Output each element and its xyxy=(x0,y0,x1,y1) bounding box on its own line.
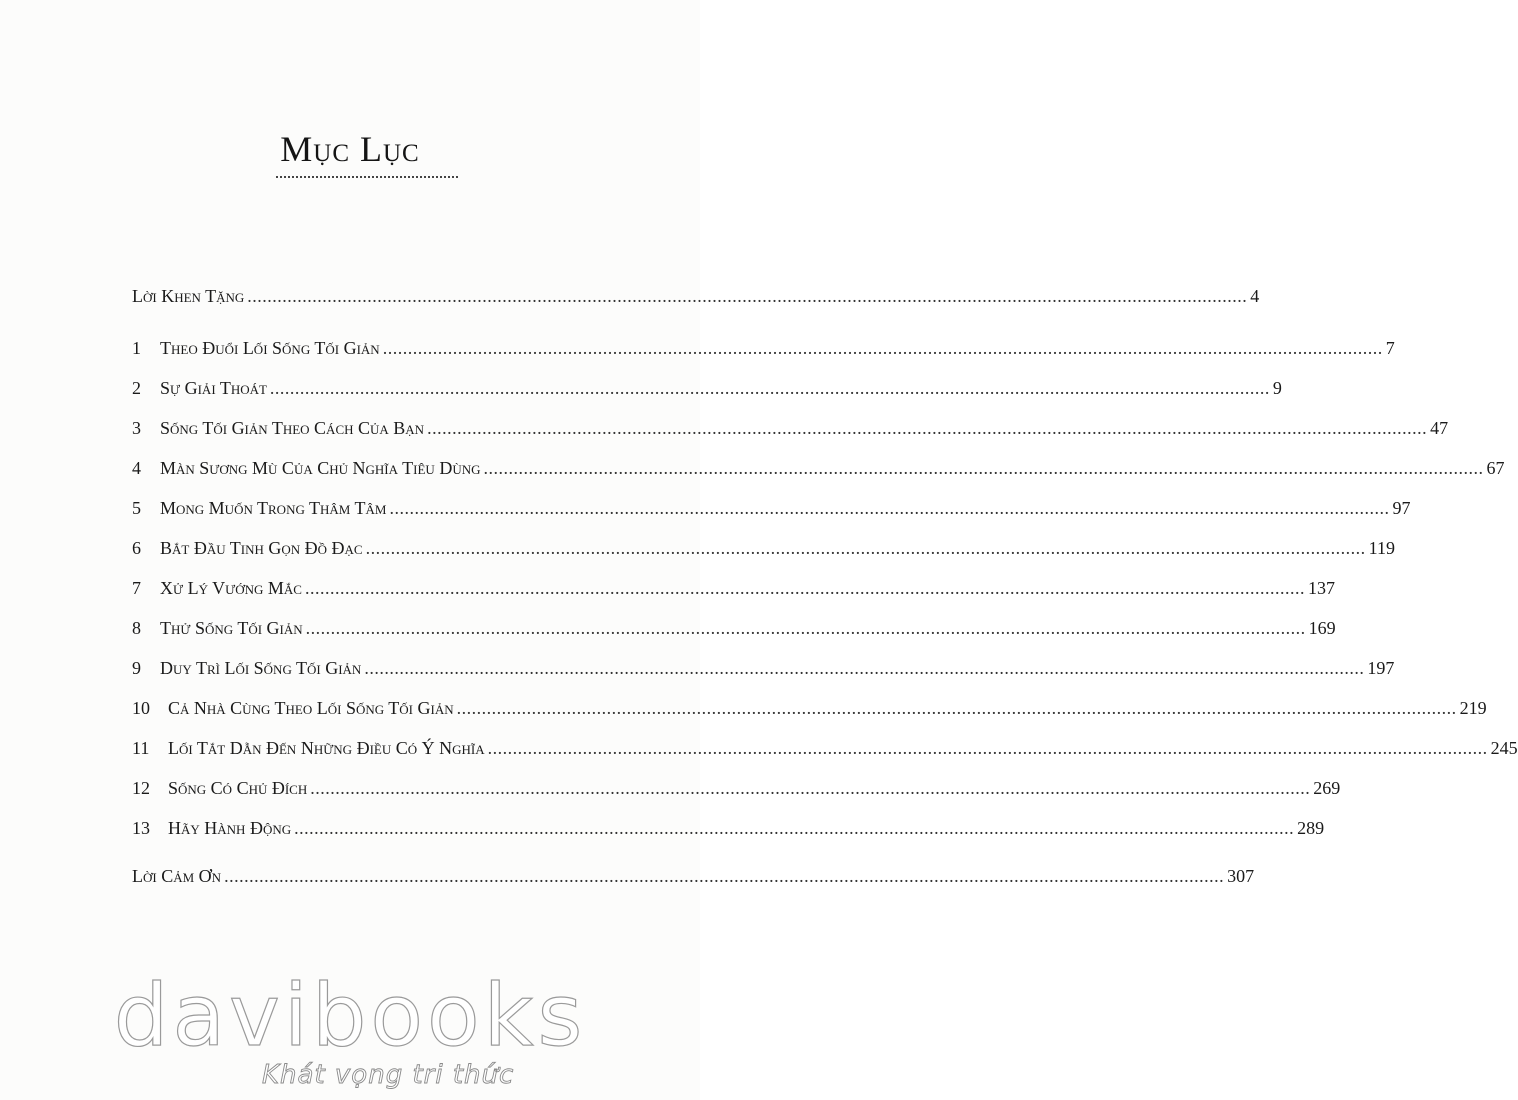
toc-page-number: 137 xyxy=(1307,578,1335,598)
toc-entry xyxy=(132,618,1336,644)
toc-chapter-title: Sự Giải Thoát xyxy=(160,378,267,398)
toc-page-number: 97 xyxy=(1392,498,1411,518)
toc-entry xyxy=(132,458,1505,484)
toc-chapter-number: 11 xyxy=(132,738,150,758)
toc-leader-dots: ........................................................................................................................................................................................................ xyxy=(294,818,1295,838)
toc-leader-dots: ........................................................................................................................................................................................................ xyxy=(427,418,1428,438)
toc-entry xyxy=(132,658,1395,684)
toc-chapter-title: Hãy Hành Động xyxy=(168,818,292,838)
toc-entry xyxy=(132,818,1325,844)
toc-entry xyxy=(132,578,1335,604)
toc-leader-dots: ........................................................................................................................................................................................................ xyxy=(364,658,1365,678)
toc-chapter-number: 12 xyxy=(132,778,150,798)
toc-page-number: 307 xyxy=(1227,866,1255,886)
toc-chapter-title: Lời Cảm Ơn xyxy=(132,866,222,886)
toc-chapter-title: Mong Muốn Trong Thâm Tâm xyxy=(160,498,387,518)
toc-leader-dots: ........................................................................................................................................................................................................ xyxy=(365,538,1366,558)
toc-page-number: 67 xyxy=(1486,458,1505,478)
toc-chapter-title: Theo Đuổi Lối Sống Tối Giản xyxy=(160,338,380,358)
toc-chapter-number: 5 xyxy=(132,498,141,518)
toc-chapter-number: 2 xyxy=(132,378,141,398)
toc-page-number: 169 xyxy=(1308,618,1336,638)
toc-chapter-number: 10 xyxy=(132,698,150,718)
toc-leader-dots: ........................................................................................................................................................................................................ xyxy=(224,866,1225,886)
toc-leader-dots: ........................................................................................................................................................................................................ xyxy=(483,458,1484,478)
toc-chapter-title: Lời Khen Tặng xyxy=(132,286,245,306)
toc-page-number: 4 xyxy=(1250,286,1260,306)
toc-chapter-number: 13 xyxy=(132,818,150,838)
toc-entry xyxy=(132,418,1449,444)
title-dotted-rule xyxy=(276,176,458,178)
toc-leader-dots: ........................................................................................................................................................................................................ xyxy=(269,378,1270,398)
toc-leader-dots: ........................................................................................................................................................................................................ xyxy=(456,698,1457,718)
toc-page-number: 289 xyxy=(1297,818,1325,838)
toc-entry xyxy=(132,538,1395,564)
toc-leader-dots: ........................................................................................................................................................................................................ xyxy=(487,738,1488,758)
toc-page-number: 47 xyxy=(1430,418,1449,438)
toc-page-number: 269 xyxy=(1313,778,1341,798)
toc-chapter-number: 9 xyxy=(132,658,141,678)
toc-chapter-title: Cả Nhà Cùng Theo Lối Sống Tối Giản xyxy=(168,698,454,718)
watermark-tagline: Khát vọng tri thức xyxy=(262,1060,515,1090)
toc-entry xyxy=(132,498,1411,524)
toc-chapter-number: 6 xyxy=(132,538,141,558)
toc-entry xyxy=(132,738,1518,764)
page-title: Mục Lục xyxy=(280,129,420,169)
toc-page-number: 245 xyxy=(1490,738,1518,758)
toc-chapter-number: 3 xyxy=(132,418,141,438)
toc-page-number: 7 xyxy=(1385,338,1395,358)
toc-entry xyxy=(132,866,1255,892)
toc-entry xyxy=(132,338,1395,364)
toc-page-number: 9 xyxy=(1272,378,1282,398)
toc-chapter-title: Thử Sống Tối Giản xyxy=(160,618,303,638)
toc-chapter-title: Màn Sương Mù Của Chủ Nghĩa Tiêu Dùng xyxy=(160,458,481,478)
toc-page-number: 197 xyxy=(1367,658,1395,678)
toc-entry xyxy=(132,378,1282,404)
toc-chapter-title: Bắt Đầu Tinh Gọn Đồ Đạc xyxy=(160,538,363,558)
toc-page-number: 119 xyxy=(1368,538,1395,558)
toc-page-number: 219 xyxy=(1459,698,1487,718)
toc-leader-dots: ........................................................................................................................................................................................................ xyxy=(304,578,1305,598)
toc-chapter-title: Sống Tối Giản Theo Cách Của Bạn xyxy=(160,418,425,438)
toc-chapter-title: Duy Trì Lối Sống Tối Giản xyxy=(160,658,362,678)
toc-entry xyxy=(132,286,1260,312)
toc-chapter-title: Sống Có Chủ Đích xyxy=(168,778,308,798)
toc-leader-dots: ........................................................................................................................................................................................................ xyxy=(305,618,1306,638)
toc-leader-dots: ........................................................................................................................................................................................................ xyxy=(247,286,1248,306)
toc-chapter-number: 1 xyxy=(132,338,141,358)
toc-chapter-number: 7 xyxy=(132,578,141,598)
toc-chapter-number: 4 xyxy=(132,458,141,478)
toc-entry xyxy=(132,778,1341,804)
toc-leader-dots: ........................................................................................................................................................................................................ xyxy=(310,778,1311,798)
toc-entry xyxy=(132,698,1487,724)
toc-chapter-title: Lối Tắt Dẫn Đến Những Điều Có Ý Nghĩa xyxy=(168,738,485,758)
toc-chapter-number: 8 xyxy=(132,618,141,638)
toc-leader-dots: ........................................................................................................................................................................................................ xyxy=(382,338,1383,358)
toc-chapter-title: Xử Lý Vướng Mắc xyxy=(160,578,302,598)
toc-leader-dots: ........................................................................................................................................................................................................ xyxy=(389,498,1390,518)
watermark-brand: davibooks xyxy=(113,966,587,1066)
